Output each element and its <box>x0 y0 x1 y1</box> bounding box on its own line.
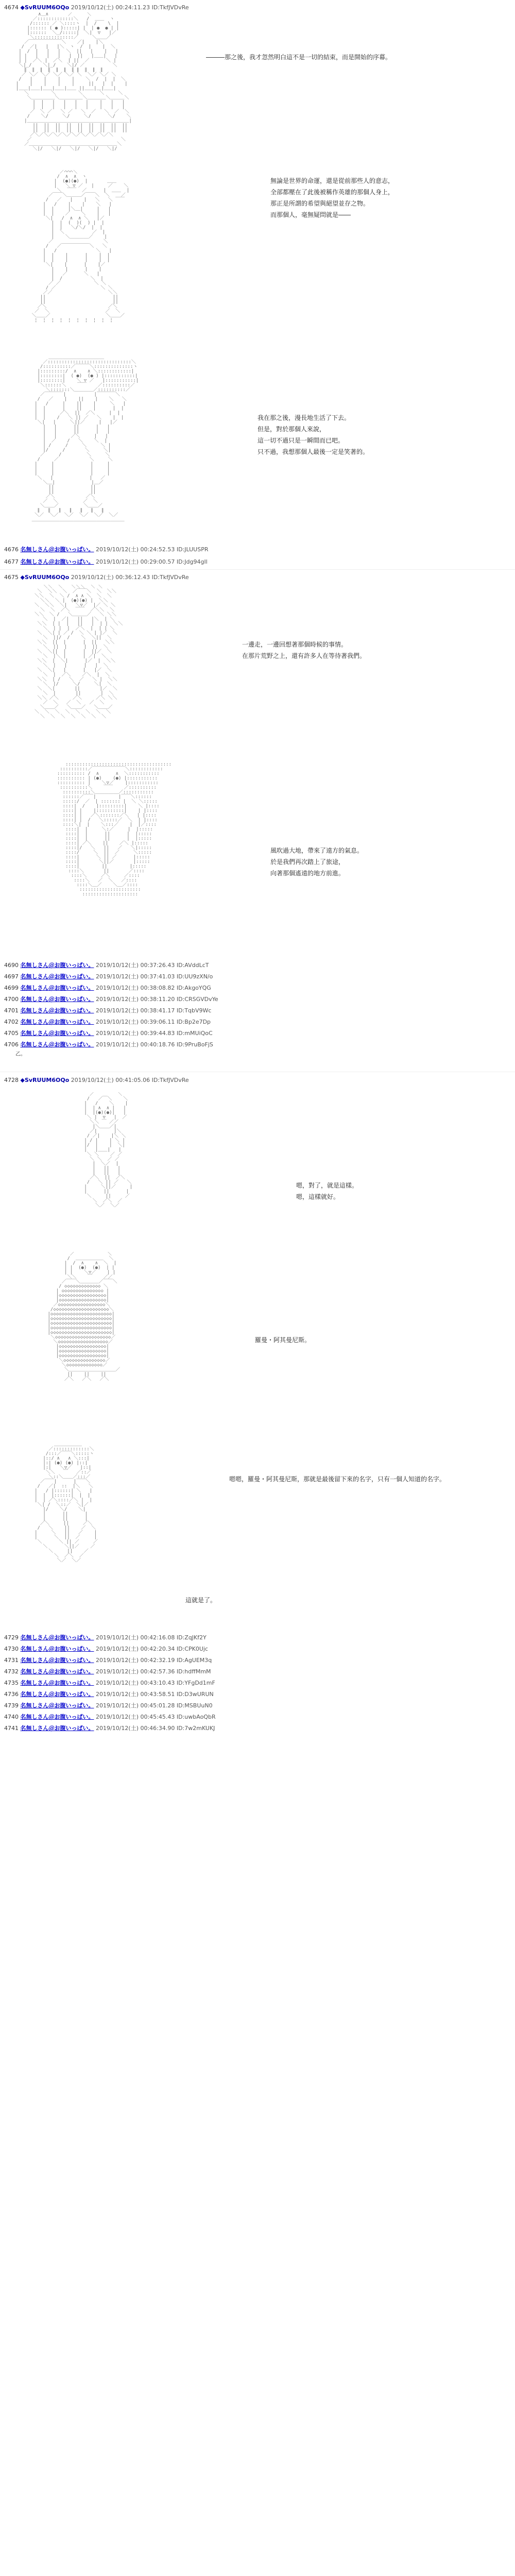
reply-entry <box>4 545 208 553</box>
reply-author-link[interactable]: 名無しさん＠お腹いっぱい。 <box>20 546 94 553</box>
reply-author-link[interactable]: 名無しさん＠お腹いっぱい。 <box>20 1646 94 1652</box>
reply-number: 4731 <box>4 1657 19 1664</box>
reply-number: 4699 <box>4 985 19 991</box>
reply-meta: 2019/10/12(土) 00:37:26.43 ID:AVddLcT <box>96 962 209 969</box>
reply-author-link[interactable]: 名無しさん＠お腹いっぱい。 <box>20 1657 94 1664</box>
reply-number: 4702 <box>4 1019 19 1025</box>
reply-entry <box>4 1040 213 1048</box>
reply-number: 4739 <box>4 1702 19 1709</box>
reply-entry <box>4 1656 212 1664</box>
reply-meta: 2019/10/12(土) 00:29:00.57 ID:Jdg94gIl <box>96 558 208 565</box>
reply-number: 4735 <box>4 1680 19 1686</box>
reply-author-link[interactable]: 名無しさん＠お腹いっぱい。 <box>20 1680 94 1686</box>
reply-entry <box>4 1701 213 1709</box>
dialogue-line: 嗯嗯，羅曼・阿其曼尼斯，那就是最後留下來的名字，只有一個人知道的名字。 <box>229 1476 446 1483</box>
reply-number: 4732 <box>4 1668 19 1675</box>
reply-comment: 乙。 <box>15 1052 26 1057</box>
dialogue-block <box>270 175 394 221</box>
dialogue-line: 這就是了。 <box>185 1597 217 1604</box>
reply-entry <box>4 984 211 992</box>
ascii-art-figure: ＿＿＿＿＿＿＿＿＿＿＿＿ ／::::::::::::::::::::::::::::::＼ /::::::::::／￣￣￣＼::::::::::::::ヽ |:::::::::/ ∧ ∧ ＼::::::::::::| |::::::::| ( ●) (● ) |:::::::::::| |::::::::| ＼ ▽ ／ |:::::::::::| ＼::::::＼ ￣￣ ／::::::::::／ ＼:::::::＼＿＿＿＿／::::::::::／ ／￣￣￣￣| |￣￣￣￣＼ / ／ | || | ＼ ＼ | / | || | ＼ | | | | || | | | | | ／＼ || ／＼ | | | | / ＼ || ／ ＼ | | ＼| | ＼||／ | |／ | | || | | | | || | | | | ／＼ | | | ／ / ＼ ＼ | | / / ＼ ＼ | |/ / ＼ ＼| ／ / ＼ ＼ / ／ ＼ ＼ | | | | | | | | | | | | ＼ | | ／ ＼＿| |＿／ || || || || ／＼ ／＼ ／ ＼ ／ ＼ ＼＿＿／ ＼＿＿／ ∥ ∥ ∥ ∥ ∥ ∥ ∥ ＼／ ＼／ ＼／ ＼／ ＼／ ＼／ ＿＿＿＿＿＿＿＿＿＿＿＿＿＿＿＿＿＿＿＿ <box>31 355 139 522</box>
dialogue-line: 全部都壓在了此後被稱作英雄的那個人身上， <box>270 189 394 196</box>
dialogue-block <box>255 1334 311 1346</box>
reply-author-link[interactable]: 名無しさん＠お腹いっぱい。 <box>20 558 94 565</box>
author-name[interactable]: ◆SvRUUM6OQo <box>20 574 70 581</box>
dialogue-line: 風吹過大地，帶來了遠方的氣息。 <box>270 847 364 854</box>
reply-number: 4706 <box>4 1041 19 1048</box>
reply-entry <box>4 557 208 566</box>
post-meta: 2019/10/12(土) 00:24:11.23 ID:TkfJVDvRe <box>71 4 189 11</box>
reply-meta: 2019/10/12(土) 00:40:18.76 ID:9PruBoFjS <box>96 1041 213 1048</box>
dialogue-line: 只不過，我想那個人最後一定是笑著的。 <box>258 448 369 455</box>
dialogue-block <box>270 845 363 879</box>
ascii-art-figure: ＿＿＿＿＿＿ ／:::::::::::::＼ /:::／￣￣＼:::::ヽ |::/ ∧ ∧ ＼:::| |:| (●) (●) |::| |:| ＼▽／ |::| ＼＼ ￣ ／::／ ＼::＼＿＿／:::／ ／￣￣| |￣￣＼ / ／| :: |＼ ＼ | / |::::::| ＼ | | | |::::::| | | | | ／＼::::／＼ | | ＼| / ＼::／ ＼|／ |/ ＼/ ＼| | || | | || | ／＼ || ／＼ / ＼ || ／ ＼ | ＼ || ／ | | ＼ || ／ | ＼ ＼ || ／ ／ ＼ ＼||／ ／ ＼ || ／ ＼ ／＼ ／ ＼／ ＼／ <box>35 1443 98 1563</box>
dialogue-block <box>296 1180 358 1202</box>
dialogue-line: 我在那之後，漫長地生活了下去。 <box>258 414 351 421</box>
reply-meta: 2019/10/12(土) 00:38:08.82 ID:AkgoYQG <box>96 985 211 991</box>
reply-number: 4741 <box>4 1725 19 1732</box>
reply-entry <box>4 1029 213 1037</box>
dialogue-line: 羅曼・阿其曼尼斯。 <box>255 1336 311 1344</box>
reply-meta: 2019/10/12(土) 00:45:45.43 ID:uwbAoQbR <box>96 1714 216 1720</box>
dialogue-line: 嗯，對了，就是這樣。 <box>296 1182 358 1189</box>
reply-entry <box>4 995 218 1003</box>
reply-entry <box>4 1645 208 1653</box>
dialogue-line: ―――那之後，我才忽然明白這不是一切的結束，而是開始的序幕。 <box>206 54 392 61</box>
reply-number: 4690 <box>4 962 19 969</box>
reply-number: 4729 <box>4 1634 19 1641</box>
reply-entry <box>4 1690 214 1698</box>
dialogue-line: 嗯，這樣就好。 <box>296 1193 340 1200</box>
dialogue-block <box>185 1595 216 1606</box>
ascii-art-figure: ／￣￣￣￣￣＼ / ／￣＼ ＼ | / ＼ | | | ∧ ∧ | | | |(●)(●)| | ＼ | ▽ | ／ ＼＼ ￣ ／／ |＼＿＿／| ／| |＼ / ／| |＼ ＼ | / | | ＼ | |/ | | ＼| | |＿＿| | ＼ ＼ ／ ／ ＼ ＼ ／ ／ | ＼／ | | || | | || | ／＼ || ／＼ / ＼ || ／ ＼ | ＼||／ | | || | ＼ || ／ ＼ ／＼ ／ ＼／ ＼／ <box>84 1092 133 1208</box>
reply-number: 4677 <box>4 558 19 565</box>
reply-author-link[interactable]: 名無しさん＠お腹いっぱい。 <box>20 1714 94 1720</box>
reply-number: 4705 <box>4 1030 19 1037</box>
reply-entry <box>4 1633 207 1641</box>
reply-meta: 2019/10/12(土) 00:38:41.17 ID:TqbV9Wc <box>96 1007 212 1014</box>
reply-number: 4740 <box>4 1714 19 1720</box>
post-number: 4674 <box>4 4 19 11</box>
reply-number: 4697 <box>4 973 19 980</box>
ascii-art-figure: ＼＼ ＼ ＼＼＼ ＼ ＼ ＼ ＼＼ ＼ ／￣￣＼ ＼ ＼＼ ＼＼ ＼ ＼ / ∧ ∧ ＼ ＼ ＼ ＼＼ ＼ | (●)(●) | ＼＼ ＼ ＼＼ ＼| ＼▽／ |／ ＼ ＼ ＼ ＼ ／＼ ￣￣ ／＼＼ ＼ ＼＼ ＼ / ＼＿＿＿／ ＼ ＼＼ ＼ | ／| || |＼ | ＼ ＼＼ | | | || | | | ＼＼ ＼ | | | ／＼ | | | ＼ ＼ ＼| | ／ / ＼ ＼ | |／ ＼ ＼ ||/ / ＼ ＼|| ＼ ＼＼ || | | || ＼＼ ＼ || | | || ＼ ＼ ＼|| | | ||／ ＼ ＼ |＼ | | ／| ＼ ＼＼ | ＼| |／ | ＼＼ ＼ | | | | ＼ ＼ ＼| | | |／ ＼ ＼ | ／＼ ／＼ | ＼ ＼＼ | / ＼ ／ ＼ | ＼＼ ＼ |/ ＼/ ＼| ＼ ＼ ＼| || |／ ＼ ＼ | || | ＼ ＼＼ ／＼ ／＼ ／＼ ＼＼ ／ ＼ ／ ＼ ／ ＼ ＼＿＿／ ＼＿＿／ ＼＿＿／ ＼ ＼ ＼ ＼ ＼ ＼ ＼ ＼ ＼ ＼ ＼ ＼ ＼ ＼ ＼ <box>35 585 123 719</box>
section-divider <box>0 569 515 570</box>
dialogue-line: 這一切不過只是一瞬間而已吧。 <box>258 437 345 444</box>
dialogue-line: 無論是世界的命運，還是從前那些人的意志， <box>270 177 394 184</box>
reply-author-link[interactable]: 名無しさん＠お腹いっぱい。 <box>20 1019 94 1025</box>
reply-author-link[interactable]: 名無しさん＠お腹いっぱい。 <box>20 1634 94 1641</box>
post-header <box>4 1076 189 1084</box>
ascii-art-figure: ∧＿∧ ／￣￣￣＼ ／:::::::::::::＼ / ＿＿ ヽ /:::::: ／ ＼::::ヽ | / \ | |:::::: ( ● ):::::| | | ● ● | | |:::::: ＼_/:::::| ＼| ▽ |／ ＼::::::::::::::／ ＼＿＿／ ／￣￣￣￣￣￣￣＼ ／| |＼ / ／| | |＼ ヽ / | | ＼ | / | | | ＼ || | | | | | | | | | || |＿＿| | | | ／＼ | ／＼ | || ／ ＼ | ＼|_/ ＼|_/ ＼|/ ／ ＼ ∥ ∥ ∥ ∥ ∥ ∥ ∥ ∥ ∥ ∥ ∥ ／ ＼／ ＼／ ＼／ ＼／ ＼ ＼／ ＼／ ＼ / | | | | ＼ / | | ＼ | | | | | || | | | |＿＿|＿＿|＿＿|＿＿|＿＿ ||＿＿|＿|＿＿| ＼ ＼ ＼ ＼ ＼ ＼＿＿＿＿＿＼＿＿＿＿＿＼＿＿＿＿＼＿＿＿＼ | | | | | | | | | | | | | | | | | | ／ ＼ ／ ＼ ／ ＼ ／ ＼ ／ ＼ / ＼/ ＼/ ＼/ ＼/ ＼ |＿＿＿＿＿＿＿＿＿＿＿＿＿＿＿＿＿＿＿＿＿＿| || || || || || || || || || || || || || || || || || || ／＼／＼／＼／＼／＼／＼／＼／＼／＼ ／ ＼ ／＿＿＿＿＿＿＿＿＿＿＿＿＿＿＿＿＿＿＿＼ ＼|/ ＼|/ ＼|/ ＼|/ ＼|/ <box>15 12 132 151</box>
reply-author-link[interactable]: 名無しさん＠お腹いっぱい。 <box>20 1007 94 1014</box>
author-name[interactable]: ◆SvRUUM6OQo <box>20 4 70 11</box>
reply-number: 4700 <box>4 996 19 1003</box>
reply-meta: 2019/10/12(土) 00:37:41.03 ID:UU9zXN/o <box>96 973 213 980</box>
post-number: 4675 <box>4 574 19 581</box>
reply-author-link[interactable]: 名無しさん＠お腹いっぱい。 <box>20 1702 94 1709</box>
dialogue-line: 向著那個遙遠的地方前進。 <box>270 870 345 877</box>
reply-meta: 2019/10/12(土) 00:42:20.34 ID:CPK0Ujc <box>96 1646 208 1652</box>
reply-meta: 2019/10/12(土) 00:42:16.08 ID:ZqJKf2Y <box>96 1634 207 1641</box>
reply-meta: 2019/10/12(土) 00:39:06.11 ID:Bp2e7Dp <box>96 1019 211 1025</box>
reply-author-link[interactable]: 名無しさん＠お腹いっぱい。 <box>20 1691 94 1698</box>
reply-number: 4676 <box>4 546 19 553</box>
reply-meta: 2019/10/12(土) 00:24:52.53 ID:JLUUSPR <box>96 546 209 553</box>
reply-author-link[interactable]: 名無しさん＠お腹いっぱい。 <box>20 1668 94 1675</box>
reply-entry <box>4 1006 211 1014</box>
dialogue-line: 於是我們再次踏上了旅途， <box>270 858 345 866</box>
reply-meta: 2019/10/12(土) 00:46:34.90 ID:7w2mKUKJ <box>96 1725 215 1732</box>
reply-entry <box>4 961 209 969</box>
reply-number: 4736 <box>4 1691 19 1698</box>
reply-number: 4730 <box>4 1646 19 1652</box>
dialogue-line: 那正是所謂的希望與絕望並存之物。 <box>270 200 370 207</box>
reply-meta: 2019/10/12(土) 00:39:44.83 ID:mMUiQoC <box>96 1030 213 1037</box>
ascii-art-figure: ／⌒⌒⌒＼ / ∧ ∧ ヽ | (●)(●) | ＿＿ | ＼ ▽ ／ | ／ ＼ ＼ ￣￣ ／ | ＿＿ | ／￣￣＼＿＿＿／￣￣＼ ＼ ／ / ／ | | ＼ ＼ ￣￣ | / | | ＼ | | | |＼＿| | | | | ／ ＼ | | ＼| / ∧ ∧ ＼ |／ | | ( )( ) | | | | ＼/＼/ | | | ＼ ／ | | ＼＿＿＿＿／ | ／ ＼ / ／￣￣￣￣￣￣＼ ＼ | / ＼ | | | | | | | | | | | | | ＼| | | |／ | | | | | ／ ＼ | | / ＼ | ／ ／ ＼ ＼ / ／ ＼ ＼ ／／ ＼＼ || || || || ／＼ ／＼ ／ ＼ ／ ＼ ＼＿＿／ ＼＿＿／ ¦ ¦ ¦ ¦ ¦ ¦ ¦ ¦ ¦ ¦ <box>31 170 130 323</box>
reply-entry <box>4 1679 215 1687</box>
reply-meta: 2019/10/12(土) 00:43:58.51 ID:D3wURUN <box>96 1691 214 1698</box>
dialogue-block <box>242 639 366 662</box>
post-header <box>4 573 189 581</box>
reply-entry <box>4 1018 211 1026</box>
reply-meta: 2019/10/12(土) 00:45:01.28 ID:MSBUuN0 <box>96 1702 213 1709</box>
post-meta: 2019/10/12(土) 00:41:05.06 ID:TkfJVDvRe <box>71 1077 189 1083</box>
dialogue-block <box>258 412 369 457</box>
reply-meta: 2019/10/12(土) 00:42:57.36 ID:hdffMmM <box>96 1668 211 1675</box>
reply-entry <box>4 1713 216 1721</box>
dialogue-line: 而那個人，毫無疑問就是―― <box>270 211 351 218</box>
dialogue-block <box>229 1473 445 1485</box>
reply-entry <box>4 1724 215 1732</box>
dialogue-line: 一邊走，一邊回想著那個時候的事情。 <box>242 641 348 648</box>
reply-author-link[interactable]: 名無しさん＠お腹いっぱい。 <box>20 996 94 1003</box>
ascii-art-figure: :::::::::::::::::::::::::::::::::::::: ::::::::::／￣￣￣￣￣￣￣＼:::::::::::: :::::::::: / ∧ ∧ ＼::::::::::: :::::::::: | (●) (●) |::::::::::: :::::::::: | ＼▽／ |::::::::::: ::::::::::＼ ￣￣ ／:::::::::: ::::::::::＼＿＿＿＿＿／::::::::::: ::::::／￣￣| |￣￣＼:::::: :::::/ ／ | ::::::: | ＼ ＼::::: ::::| / |:::::::::| ＼ |:::: ::::| | |::::::::::| | |:::: ::::| | ／＼:::::::／＼ | |:::: ::::| | / ＼:::::／ ＼ | |:::: ::::＼| | ＼:::／ | |／:::: ::::| | ＼:／ | |::::: ::::| | || | |::::: ::::| | || | |::::: ::::| ／＼ || ／＼ |::::: ::::|/ ＼ || ／ ＼|::::: ::::/ ＼ || ／ ＼::::: ::::| ＼ || ／ |::::: ::::| ＼||／ |::::: ::::| || |::::: ::::＼ || ／:::: ::::＼ ／＼ ／:::: ::::＼ ／ ＼ ／:::: ::::＼＿／ ＼＿／:::: :::::::::::::::::::::: :::::::::::::::::::: <box>57 762 171 897</box>
author-name[interactable]: ◆SvRUUM6OQo <box>20 1077 70 1083</box>
post-meta: 2019/10/12(土) 00:36:12.43 ID:TkfJVDvRe <box>71 574 189 581</box>
reply-meta: 2019/10/12(土) 00:38:11.20 ID:CRSGVDvYe <box>96 996 218 1003</box>
dialogue-line: 但是，對於那個人來說， <box>258 426 326 433</box>
reply-entry <box>4 972 213 980</box>
dialogue-block <box>206 52 391 63</box>
ascii-art-figure: ／￣￣￣￣￣￣￣＼ / ＿＿＿＿＿＿ ＼ | / ∧ ∧ ＼ | | | (●) (●) | | | | ＼▽／ | | ＼＼ ￣ ／／ ／￣￣＼＿＿＿＿／￣￣＼ / ◇◇◇◇◇◇◇◇◇◇◇◇◇ ＼ | ◇◇◇◇◇◇◇◇◇◇◇◇◇◇◇ | |◇◇◇◇◇◇◇◇◇◇◇◇◇◇◇◇◇| |◇◇◇◇◇◇◇◇◇◇◇◇◇◇◇◇◇| ／◇◇◇◇◇◇◇◇◇◇◇◇◇◇◇◇◇＼ /◇◇◇◇◇◇◇◇◇◇◇◇◇◇◇◇◇◇◇◇＼ |◇◇◇◇◇◇◇◇◇◇◇◇◇◇◇◇◇◇◇◇◇◇| |◇◇◇◇◇◇◇◇◇◇◇◇◇◇◇◇◇◇◇◇◇◇| |◇◇◇◇◇◇◇◇◇◇◇◇◇◇◇◇◇◇◇◇◇◇| |◇◇◇◇◇◇◇◇◇◇◇◇◇◇◇◇◇◇◇◇◇◇| |◇◇◇◇◇◇◇◇◇◇◇◇◇◇◇◇◇◇◇◇◇◇| ＼◇◇◇◇◇◇◇◇◇◇◇◇◇◇◇◇◇◇◇◇／ ＼◇◇◇◇◇◇◇◇◇◇◇◇◇◇◇◇◇◇／ |◇◇◇◇◇◇◇◇◇◇◇◇◇◇◇◇◇| |◇◇◇◇◇◇◇◇◇◇◇◇◇◇◇◇◇| |◇◇◇◇◇◇◇◇◇◇◇◇◇◇◇◇◇| ＼◇◇◇◇◇◇◇◇◇◇◇◇◇◇◇／ ＼◇◇◇◇◇◇◇◇◇◇◇◇◇／ ＼＿＿＿＿＿＿＿＿＿＿／ || || || ／＼ ／＼ ／＼ <box>47 1252 121 1382</box>
reply-author-link[interactable]: 名無しさん＠お腹いっぱい。 <box>20 985 94 991</box>
reply-author-link[interactable]: 名無しさん＠お腹いっぱい。 <box>20 962 94 969</box>
reply-author-link[interactable]: 名無しさん＠お腹いっぱい。 <box>20 1030 94 1037</box>
dialogue-line: 在那片荒野之上，還有許多人在等待著我們。 <box>242 652 366 659</box>
reply-author-link[interactable]: 名無しさん＠お腹いっぱい。 <box>20 1725 94 1732</box>
post-number: 4728 <box>4 1077 19 1083</box>
reply-number: 4701 <box>4 1007 19 1014</box>
reply-author-link[interactable]: 名無しさん＠お腹いっぱい。 <box>20 973 94 980</box>
reply-meta: 2019/10/12(土) 00:43:10.43 ID:YFgDd1mF <box>96 1680 215 1686</box>
reply-entry <box>4 1667 211 1675</box>
post-header <box>4 3 189 11</box>
reply-meta: 2019/10/12(土) 00:42:32.19 ID:AgUEM3q <box>96 1657 212 1664</box>
reply-author-link[interactable]: 名無しさん＠お腹いっぱい。 <box>20 1041 94 1048</box>
